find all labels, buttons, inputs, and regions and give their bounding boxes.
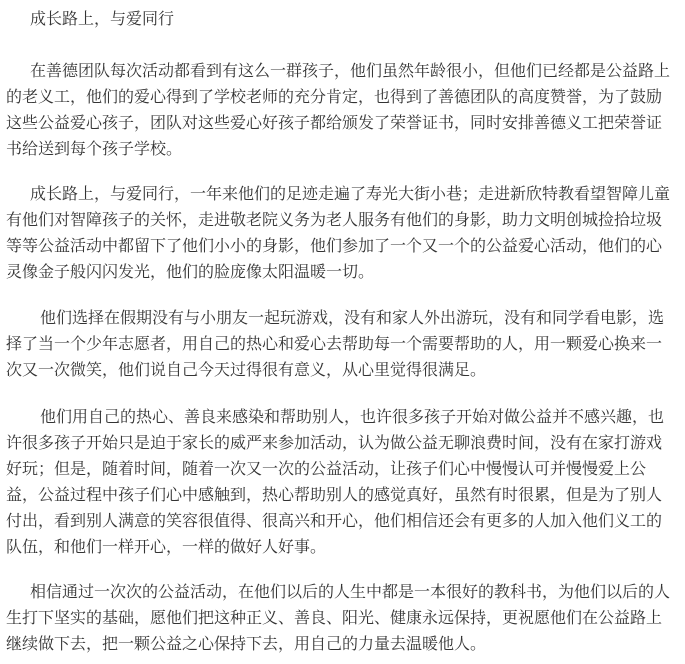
paragraph-line: 书给送到每个孩子学校。	[6, 139, 183, 158]
paragraph-line: 队伍，和他们一样开心，一样的做好人好事。	[6, 537, 327, 556]
paragraph-line: 益，公益过程中孩子们心中感触到，热心帮助别人的感觉真好，虽然有时很累，但是为了别人	[6, 485, 663, 504]
paragraph-line: 相信通过一次次的公益活动，在他们以后的人生中都是一本很好的教科书，为他们以后的人	[30, 582, 671, 601]
article-title: 成长路上，与爱同行	[30, 9, 175, 28]
paragraph-line: 择了当一个少年志愿者，用自己的热心和爱心去帮助每一个需要帮助的人，用一颗爱心换来一	[6, 334, 663, 353]
paragraph-line: 在善德团队每次活动都看到有这么一群孩子，他们虽然年龄很小，但他们已经都是公益路上	[30, 61, 671, 80]
paragraph-line: 好玩；但是，随着时间，随着一次又一次的公益活动，让孩子们心中慢慢认可并慢慢爱上公	[6, 459, 647, 478]
paragraph-line: 继续做下去，把一颗公益之心保持下去，用自己的力量去温暖他人。	[6, 634, 487, 653]
paragraph-line: 生打下坚实的基础，愿他们把这种正义、善良、阳光、健康永远保持，更祝愿他们在公益路上	[6, 608, 663, 627]
paragraph-line: 这些公益爱心孩子，团队对这些爱心好孩子都给颁发了荣誉证书，同时安排善德义工把荣誉证	[6, 113, 663, 132]
paragraph-line: 灵像金子般闪闪发光，他们的脸庞像太阳温暖一切。	[6, 262, 375, 281]
paragraph-line: 等等公益活动中都留下了他们小小的身影，他们参加了一个又一个的公益爱心活动，他们的心	[6, 236, 663, 255]
paragraph-3	[0, 305, 685, 383]
paragraph-line: 他们用自己的热心、善良来感染和帮助别人，也许很多孩子开始对做公益并不感兴趣，也	[40, 407, 665, 426]
paragraph-line: 他们选择在假期没有与小朋友一起玩游戏，没有和家人外出游玩，没有和同学看电影，选	[40, 308, 665, 327]
paragraph-line: 次又一次微笑，他们说自己今天过得很有意义，从心里觉得很满足。	[6, 360, 487, 379]
paragraph-4	[0, 404, 685, 560]
paragraph-1	[0, 58, 685, 162]
paragraph-line: 的老义工，他们的爱心得到了学校老师的充分肯定，也得到了善德团队的高度赞誉，为了鼓励	[6, 87, 663, 106]
paragraph-line: 有他们对智障孩子的关怀，走进敬老院义务为老人服务有他们的身影，助力文明创城捡拾垃圾	[6, 210, 663, 229]
paragraph-5	[0, 579, 685, 657]
paragraph-line: 许很多孩子开始只是迫于家长的威严来参加活动，认为做公益无聊浪费时间，没有在家打游戏	[6, 433, 663, 452]
paragraph-line: 付出，看到别人满意的笑容很值得、很高兴和开心，他们相信还会有更多的人加入他们义工的	[6, 511, 663, 530]
paragraph-line: 成长路上，与爱同行，一年来他们的足迹走遍了寿光大街小巷；走进新欣特教看望智障儿童	[30, 184, 671, 203]
paragraph-2	[0, 181, 685, 285]
